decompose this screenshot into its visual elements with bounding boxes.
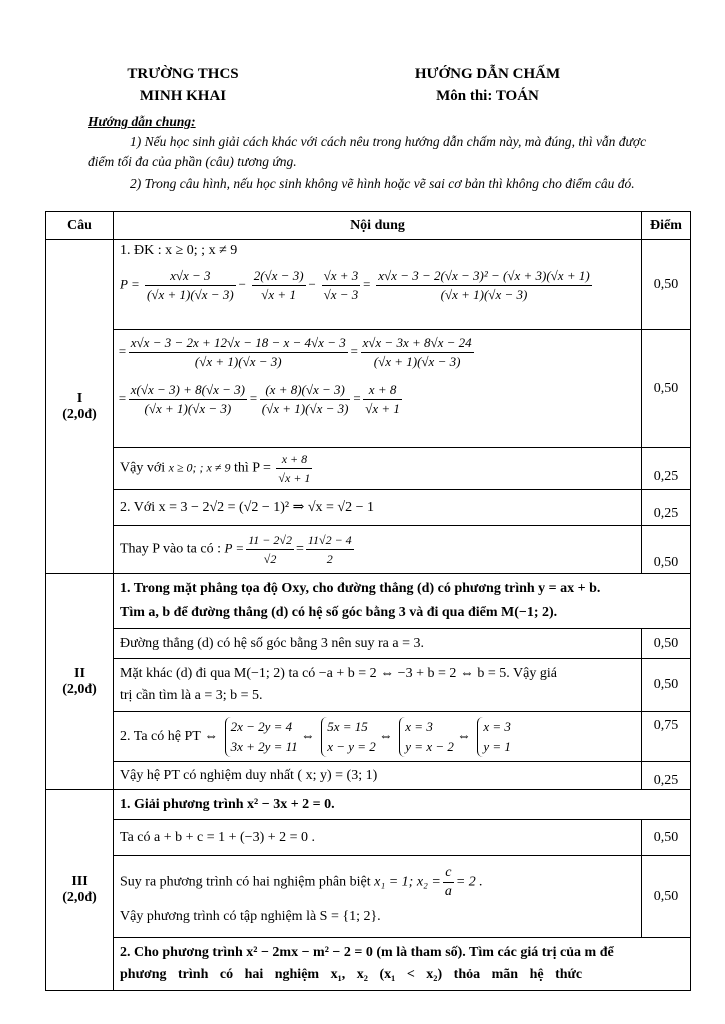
question-1-cell	[46, 240, 114, 574]
system-3	[399, 717, 454, 757]
q2-score-3: 0,75	[642, 712, 691, 762]
f2-den: √x + 1	[261, 287, 296, 302]
q3-step1: Ta có a + b + c = 1 + (−3) + 2 = 0 .	[114, 820, 642, 856]
q2-task	[114, 574, 691, 629]
q1-conclusion-mid: thì P =	[233, 460, 271, 476]
general-notes-title: Hướng dẫn chung:	[88, 114, 196, 129]
sys4-line2: y = 1	[483, 738, 511, 754]
q1-conclusion-prefix: Vậy với	[120, 460, 166, 476]
q3-score-2: 0,50	[642, 856, 691, 938]
q2-conclusion: Vậy hệ PT có nghiệm duy nhất ( x; y) = (3; 1)	[114, 762, 642, 790]
q2-score-2: 0,50	[642, 659, 691, 712]
q3-step2-line	[120, 864, 635, 901]
sys1-line1: 2x − 2y = 4	[230, 718, 293, 734]
q1-row5: Thay P vào ta có : P = $\frac{11 - 2√2}{√2}$ = $\frac{11√2 - 4}{2}$	[114, 526, 642, 574]
q3-step2-math: x₁ = 1; x₂ =	[374, 874, 441, 890]
q2-system-prefix: 2. Ta có hệ PT	[120, 728, 201, 744]
q1-substitute-p: P =	[224, 540, 245, 556]
sys2-line2: x − y = 2	[327, 738, 376, 754]
g1-num: x√x − 3 − 2x + 12√x − 18 − x − 4√x − 3	[129, 334, 348, 353]
h2-den: (√x + 1)(√x − 3)	[261, 401, 349, 416]
fraction-1	[145, 267, 236, 304]
sys1-line2: 3x + 2y = 11	[230, 738, 298, 754]
fraction-4	[376, 267, 591, 304]
general-note-2: 2) Trong câu hình, nếu học sinh không vẽ hình hoặc vẽ sai cơ bản thì không cho điểm câu đó.	[130, 176, 635, 191]
p-prefix: P =	[120, 276, 140, 292]
sys2-line1: 5x = 15	[327, 718, 368, 734]
fraction-2	[252, 267, 306, 304]
subject-line: Môn thi: TOÁN	[436, 88, 539, 104]
q2-step2	[114, 659, 642, 712]
h2-num: (x + 8)(√x − 3)	[260, 381, 351, 400]
q3-task2-line1: 2. Cho phương trình x² − 2mx − m² − 2 = 0 (m là tham số). Tìm các giá trị của m để	[120, 945, 614, 960]
g2-num: x√x − 3x + 8√x − 24	[361, 334, 474, 353]
q1-part2: 2. Với x = 3 − 2√2 = (√2 − 1)² ⇒ √x = √2 − 1	[114, 490, 642, 526]
q3-step3: Vậy phương trình có tập nghiệm là S = {1; 2}.	[120, 909, 381, 924]
h3-den: √x + 1	[365, 401, 400, 416]
q1-simplify-line1: = $\frac{x√x - 3 - 2x + 12√x - 18 - x - 4√x - 3}{(√x + 1)(√x - 3)}$ = $\frac{x√x - 3x + 8√x - 24}{(√x + 1)(√x - 3)}$	[118, 335, 472, 369]
q2-task-line2: Tìm a, b để đường thẳng (d) có hệ số góc bằng 3 và đi qua điểm M(−1; 2).	[120, 605, 558, 620]
q2-system: 2. Ta có hệ PT ⇔ 2x − 2y = 4 3x + 2y = 11 ⇔ 5x = 15 x − y = 2 ⇔ x = 3 y = x − 2 ⇔ x = 3 y = 1	[114, 712, 642, 762]
q2-step2-line2: trị cần tìm là a = 3; b = 5.	[120, 688, 263, 703]
f2-num: 2(√x − 3)	[252, 267, 306, 286]
system-1	[225, 717, 298, 757]
q1-score-3: 0,25	[642, 448, 691, 490]
h3-num: x + 8	[363, 381, 402, 400]
question-3-points: (2,0đ)	[62, 890, 97, 905]
h1-num: x(√x − 3) + 8(√x − 3)	[129, 381, 247, 400]
q3-task2	[114, 938, 691, 991]
question-1-label: I	[76, 390, 83, 406]
q2-step2-line1: Mặt khác (d) đi qua M(−1; 2) ta có −a + b = 2 ⇔ −3 + b = 2 ⇔ b = 5. Vậy giá	[120, 666, 557, 681]
concl-den: √x + 1	[278, 471, 311, 485]
q1-expression: P = $\frac{x√x - 3}{(√x + 1)(√x - 3)}$ − $\frac{2(√x - 3)}{√x + 1}$ − $\frac{√x + 3}{√x - 3}$ = $\frac{\text{x√x − 3 − 2(√x − 3)² − (√x + 3)(√x + 1)}}{(√x + 1)(√x - 3)}$	[120, 268, 590, 302]
g1-den: (√x + 1)(√x − 3)	[194, 354, 282, 369]
ratio-num: c	[443, 864, 454, 883]
sub-num2: 11√2 − 4	[306, 531, 354, 550]
grading-table	[45, 211, 691, 991]
document-title: HƯỚNG DẪN CHẤM	[414, 66, 561, 82]
h1-den: (√x + 1)(√x − 3)	[144, 401, 232, 416]
q3-task1: 1. Giải phương trình x² − 3x + 2 = 0.	[114, 790, 691, 820]
q1-row2	[114, 330, 642, 448]
q3-step2	[114, 856, 642, 938]
q1-score-2: 0,50	[642, 330, 691, 448]
question-2-label: II	[74, 665, 85, 681]
school-name-line1: TRƯỜNG THCS	[127, 66, 239, 82]
general-note-1: 1) Nếu học sinh giải cách khác với cách nêu trong hướng dẫn chấm này, mà đúng, thì vẫn được điểm tối đa của phần (câu) tương ứng.	[88, 134, 647, 169]
header-content: Nội dung	[114, 212, 642, 240]
ratio-den: a	[444, 884, 452, 899]
system-4	[477, 717, 511, 757]
sub-den1: √2	[263, 552, 277, 566]
header-score: Điểm	[642, 212, 691, 240]
school-name-line2: MINH KHAI	[139, 88, 227, 104]
concl-num: x + 8	[276, 450, 312, 469]
sub-den2: 2	[326, 552, 333, 566]
f3-num: √x + 3	[322, 267, 361, 286]
q1-score-4: 0,25	[642, 490, 691, 526]
f3-den: √x − 3	[323, 287, 359, 302]
sys4-line1: x = 3	[483, 718, 511, 734]
system-2	[321, 717, 376, 757]
q3-step2-tail: = 2 .	[455, 874, 483, 890]
sys3-line1: x = 3	[405, 718, 433, 734]
q3-ratio	[443, 864, 454, 901]
q2-task-line1: 1. Trong mặt phẳng tọa độ Oxy, cho đường thẳng (d) có phương trình y = ax + b.	[120, 581, 601, 596]
q3-step2-prefix: Suy ra phương trình có hai nghiệm phân biệt	[120, 874, 371, 890]
q3-task2-line2: phương trình có hai nghiệm x₁, x₂ (x₁ < x₂) thỏa mãn hệ thức	[120, 967, 583, 982]
q2-score-4: 0,25	[642, 762, 691, 790]
q2-score-1: 0,50	[642, 629, 691, 659]
header-question: Câu	[46, 212, 114, 240]
fraction-3	[322, 267, 361, 304]
question-2-points: (2,0đ)	[62, 681, 97, 697]
q1-score-5: 0,50	[642, 526, 691, 574]
q1-condition: 1. ĐK : x ≥ 0; ; x ≠ 9	[120, 243, 238, 258]
q1-substitute-prefix: Thay P vào ta có :	[120, 541, 221, 557]
f4-den: (√x + 1)(√x − 3)	[440, 287, 528, 302]
q1-conclusion-cond: x ≥ 0; ; x ≠ 9	[168, 460, 231, 475]
q1-simplify-line2: = $\frac{x(√x - 3) + 8(√x - 3)}{(√x + 1)(√x - 3)}$ = $\frac{(x + 8)(√x - 3)}{(√x + 1)(√x - 3)}$ = $\frac{x + 8}{√x + 1}$	[118, 382, 400, 416]
sub-num1: 11 − 2√2	[246, 531, 294, 550]
question-3-cell	[46, 790, 114, 991]
f4-num: x√x − 3 − 2(√x − 3)² − (√x + 3)(√x + 1)	[376, 267, 591, 286]
question-1-points: (2,0đ)	[62, 406, 97, 422]
f1-num: x√x − 3	[145, 267, 236, 286]
q1-score-1: 0,50	[642, 240, 691, 330]
question-3-label: III	[71, 874, 88, 889]
g2-den: (√x + 1)(√x − 3)	[373, 354, 461, 369]
question-2-cell	[46, 574, 114, 790]
sys3-line2: y = x − 2	[405, 738, 454, 754]
q1-row3	[114, 448, 642, 490]
q1-conclusion-frac	[276, 450, 312, 487]
q1-sub-frac1	[246, 531, 294, 568]
q3-score-1: 0,50	[642, 820, 691, 856]
q1-row1	[114, 240, 642, 330]
q1-sub-frac2	[306, 531, 354, 568]
f1-den: (√x + 1)(√x − 3)	[146, 287, 234, 302]
q2-step1: Đường thẳng (d) có hệ số góc bằng 3 nên suy ra a = 3.	[114, 629, 642, 659]
